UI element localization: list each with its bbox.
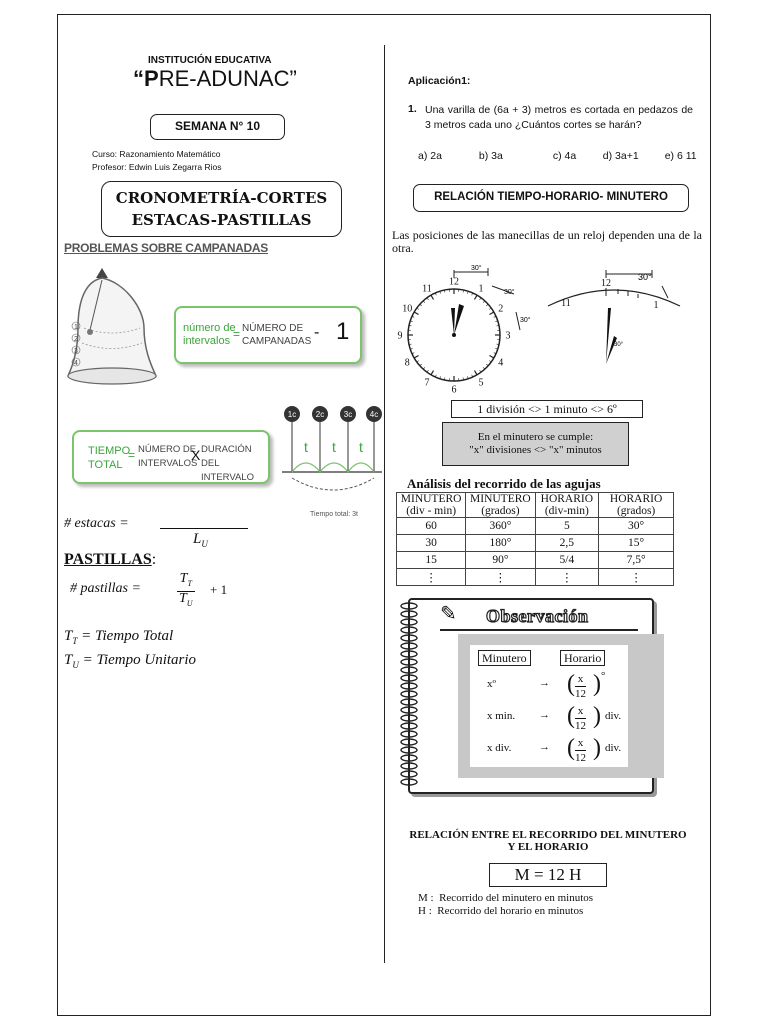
relacion-title: RELACIÓN TIEMPO-HORARIO- MINUTERO — [434, 191, 668, 203]
f2-eq: = — [128, 448, 136, 462]
def-h: H : Recorrido del horario en minutos — [418, 905, 584, 917]
spiral-ring — [401, 683, 417, 689]
recorrido-formula: M = 12 H — [489, 863, 607, 887]
observacion-title: Observación — [486, 606, 589, 626]
interval-label-3: t — [359, 439, 363, 455]
campanadas-heading: PROBLEMAS SOBRE CAMPANADAS — [64, 241, 268, 255]
campanadas-timeline — [278, 402, 384, 520]
def-tiempo-unitario: $T_U$ = Tiempo Unitario — [64, 652, 197, 670]
notebook-spiral — [398, 600, 420, 794]
clock-tick — [490, 356, 494, 359]
clock-number-7: 7 — [424, 377, 430, 389]
clock-tick — [423, 367, 425, 369]
clock-angle-2: 30° — [504, 289, 515, 296]
bell-mark-3: 3 — [74, 348, 78, 355]
clock-number-2: 2 — [498, 303, 504, 315]
week-label: SEMANA N° 10 — [174, 119, 261, 133]
bell-mark-2: 2 — [74, 336, 78, 343]
timeline-mark-2: 2c — [315, 410, 325, 419]
option-d: d) 3a+1 — [602, 150, 639, 162]
spiral-ring — [401, 715, 417, 721]
th-horario-div: HORARIO (div-min) — [535, 493, 599, 518]
timeline-caption: Tiempo total: 3t — [310, 511, 358, 518]
clock-number-8: 8 — [404, 357, 410, 369]
spiral-ring — [401, 643, 417, 649]
timeline-mark-4: 4c — [369, 410, 379, 419]
clock-tick — [420, 304, 422, 306]
clock-tick — [414, 356, 418, 359]
clock-tick — [475, 295, 478, 299]
clock-tick — [431, 371, 434, 375]
f2-right-1: DURACIÓN DEL — [201, 444, 252, 469]
spiral-ring — [401, 619, 417, 625]
f2-mid-1: NÚMERO DE — [138, 444, 197, 455]
timeline-mark-3: 3c — [343, 410, 353, 419]
analisis-table — [396, 492, 674, 586]
f1-minus: - — [314, 324, 320, 341]
def-tiempo-total: $T_T$ = Tiempo Total — [64, 628, 174, 646]
arc-angle-2: 30° — [614, 342, 624, 348]
clock-number-3: 3 — [505, 330, 511, 342]
name-open: “P — [133, 66, 159, 91]
table-row: 30 180° 2,5 15° — [397, 535, 674, 552]
spiral-ring — [401, 707, 417, 713]
aplicacion-title: Aplicación1: — [408, 75, 471, 87]
spiral-ring — [401, 771, 417, 777]
pastillas-title-text: PASTILLAS — [64, 551, 152, 568]
clock-number-11: 11 — [422, 283, 432, 295]
clock-number-10: 10 — [402, 303, 413, 315]
obs-row-3: x div. → ( $\frac{x}{12}$ ) div. — [487, 735, 622, 764]
def-m: M : Recorrido del minutero en minutos — [418, 892, 594, 904]
clock-number-6: 6 — [451, 384, 457, 394]
option-a: a) 2a — [418, 150, 442, 162]
clock-angle-1: 30° — [471, 265, 482, 272]
arc-angle-1: 30° — [638, 272, 652, 282]
f2-left-1: TIEMPO — [88, 445, 131, 457]
clock-number-4: 4 — [498, 357, 504, 369]
clock-tick — [486, 304, 488, 306]
pencil-icon: ✎ — [440, 603, 457, 625]
arc-num-1: 1 — [653, 300, 659, 311]
topic-box — [101, 181, 342, 237]
table-row: ⋮ ⋮ ⋮ ⋮ — [397, 569, 674, 586]
bell-mark-4: 4 — [74, 360, 78, 367]
clock-tick — [475, 371, 478, 375]
course-label: Curso: Razonamiento Matemático — [92, 149, 221, 159]
f2-times: X — [191, 447, 201, 463]
clock-arc-diagram — [544, 264, 694, 394]
arc-num-12: 12 — [601, 278, 611, 289]
pastillas-title: PASTILLAS: — [64, 551, 157, 568]
clock-tick — [483, 301, 485, 303]
spiral-ring — [401, 763, 417, 769]
relacion-title-box — [413, 184, 689, 212]
arc-num-11: 11 — [561, 298, 571, 309]
tiempo-total-formula-box — [72, 430, 270, 484]
th-minutero-div: MINUTERO (div - min) — [397, 493, 466, 518]
observacion-title-underline — [440, 629, 638, 631]
spiral-ring — [401, 731, 417, 737]
question-number: 1. — [408, 103, 417, 115]
f2-right-2: INTERVALO — [201, 472, 254, 483]
pastillas-lhs: # pastillas = — [70, 581, 141, 596]
minutero-box — [442, 422, 629, 466]
timeline-mark-1: 1c — [287, 410, 297, 419]
col-minutero: Minutero — [478, 650, 531, 666]
clock-tick — [423, 301, 425, 303]
f2-mid-2: INTERVALOS — [138, 458, 198, 469]
answer-options — [418, 150, 697, 162]
division-text: 1 división <> 1 minuto <> 6º — [477, 402, 617, 416]
clock-number-12: 12 — [449, 276, 459, 288]
clock-tick — [414, 312, 418, 315]
interval-label-1: t — [304, 439, 308, 455]
observacion-white-panel — [470, 645, 628, 767]
topic-line-2: ESTACAS-PASTILLAS — [131, 211, 312, 229]
column-divider — [384, 45, 385, 963]
spiral-ring — [401, 603, 417, 609]
spiral-ring — [401, 651, 417, 657]
spiral-ring — [401, 691, 417, 697]
week-box — [150, 114, 285, 140]
bell-mark-1: 1 — [74, 324, 78, 331]
clock-tick — [490, 312, 494, 315]
minutero-line-1: En el minutero se cumple: — [477, 431, 594, 443]
teacher-label: Profesor: Edwin Luis Zegarra Rios — [92, 162, 222, 172]
topic-line-1: CRONOMETRÍA-CORTES — [115, 189, 328, 207]
spiral-ring — [401, 779, 417, 785]
option-c: c) 4a — [552, 150, 577, 162]
clock-tick — [486, 364, 488, 366]
clock-number-1: 1 — [478, 283, 484, 295]
spiral-ring — [401, 627, 417, 633]
pastillas-fraction: $\frac{T_T}{T_U}$ — [176, 572, 196, 611]
analisis-title: Análisis del recorrido de las agujas — [407, 476, 601, 491]
table-row: 15 90° 5/4 7,5° — [397, 552, 674, 569]
obs-row-1: xº → ( $\frac{x}{12}$ ) ° — [487, 670, 606, 700]
f1-left-1: número de — [183, 322, 236, 334]
spiral-ring — [401, 667, 417, 673]
spiral-ring — [401, 659, 417, 665]
clock-number-9: 9 — [397, 330, 403, 342]
division-box — [451, 400, 643, 418]
option-e: e) 6 11 — [664, 150, 697, 162]
bell-illustration — [64, 268, 160, 392]
clock-tick — [483, 367, 485, 369]
estacas-fraction-bar — [160, 528, 248, 529]
spiral-ring — [401, 739, 417, 745]
institution-name — [133, 66, 297, 92]
clock-angle-3: 30° — [520, 317, 531, 324]
spiral-ring — [401, 675, 417, 681]
spiral-ring — [401, 747, 417, 753]
th-minutero-grados: MINUTERO (grados) — [466, 493, 535, 518]
spiral-ring — [401, 699, 417, 705]
obs-row-2: x min. → ( $\frac{x}{12}$ ) div. — [487, 703, 622, 732]
f1-left-2: intervalos — [183, 335, 231, 347]
table-row: 60 360° 5 30° — [397, 518, 674, 535]
estacas-lhs: # estacas = — [64, 516, 129, 531]
th-horario-grados: HORARIO (grados) — [599, 493, 674, 518]
f1-right-1: NÚMERO DE — [242, 323, 304, 334]
clock-tick — [431, 295, 434, 299]
name-rest: RE-ADUNAC” — [158, 66, 297, 91]
f1-one: 1 — [336, 318, 350, 345]
clock-number-5: 5 — [478, 377, 484, 389]
option-b: b) 3a — [478, 150, 503, 162]
col-horario: Horario — [560, 650, 605, 666]
spiral-ring — [401, 723, 417, 729]
intervalos-formula-box — [174, 306, 362, 364]
relacion-intro: Las posiciones de las manecillas de un reloj dependen una de la otra. — [392, 228, 702, 255]
spiral-ring — [401, 635, 417, 641]
minutero-line-2: "x" divisiones <> "x" minutos — [469, 444, 602, 456]
clock-tick — [420, 364, 422, 366]
pastillas-plus-one: + 1 — [210, 582, 228, 597]
spiral-ring — [401, 611, 417, 617]
f2-left-2: TOTAL — [88, 459, 123, 471]
estacas-formula — [64, 516, 129, 532]
institution-label: INSTITUCIÓN EDUCATIVA — [148, 55, 272, 66]
estacas-denominator: $L_U$ — [193, 531, 208, 549]
clock-diagram — [392, 264, 542, 394]
f1-eq: = — [233, 327, 241, 341]
spiral-ring — [401, 755, 417, 761]
question-text: Una varilla de (6a + 3) metros es cortada en pedazos de 3 metros cada uno ¿Cuántos cortes se harán? — [425, 104, 693, 131]
interval-label-2: t — [332, 439, 336, 455]
recorrido-title: RELACIÓN ENTRE EL RECORRIDO DEL MINUTERO Y EL HORARIO — [409, 829, 687, 853]
f1-right-2: CAMPANADAS — [242, 336, 312, 347]
